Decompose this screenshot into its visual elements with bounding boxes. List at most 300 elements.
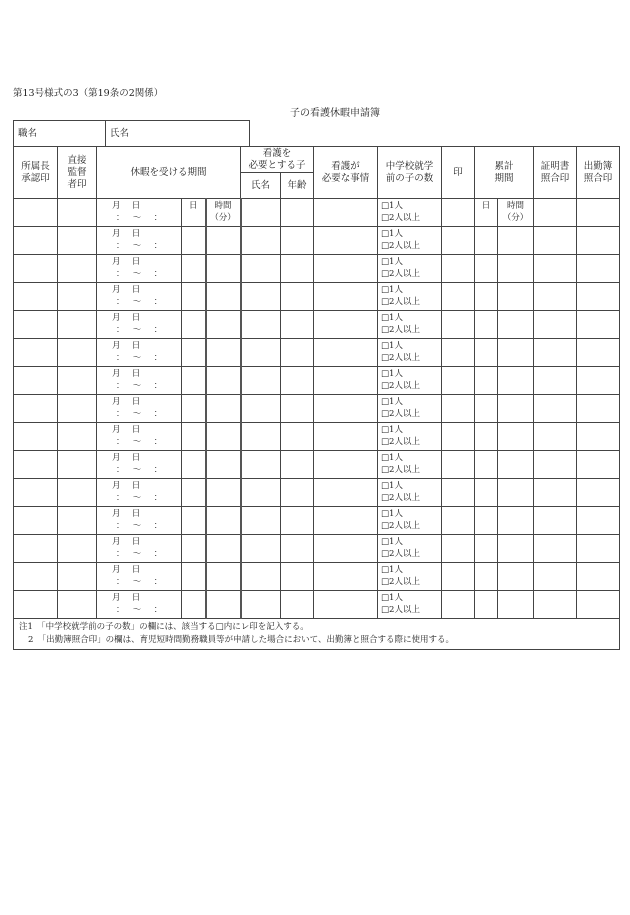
time-range-text: ： ～ ： [116, 325, 165, 335]
certificate-seal-cell[interactable] [534, 563, 577, 591]
seal-cell[interactable] [442, 535, 475, 563]
cumulative-days-cell[interactable] [475, 423, 498, 451]
child-name-cell[interactable] [241, 283, 281, 311]
cumulative-hours-cell[interactable] [498, 479, 534, 507]
checkbox-two-plus-children[interactable]: □2人以上 [381, 241, 420, 251]
supervisor-seal-cell[interactable] [58, 339, 97, 367]
seal-cell[interactable] [442, 283, 475, 311]
month-day-text: 月 日 [112, 201, 141, 211]
cumulative-hours-cell[interactable] [498, 227, 534, 255]
certificate-seal-cell[interactable] [534, 591, 577, 619]
child-age-cell[interactable] [281, 479, 314, 507]
seal-cell[interactable] [442, 563, 475, 591]
cumulative-hours-cell[interactable] [498, 395, 534, 423]
director-approval-cell[interactable] [14, 451, 58, 479]
table-row [14, 199, 620, 227]
supervisor-seal-cell[interactable] [58, 563, 97, 591]
seal-cell[interactable] [442, 311, 475, 339]
seal-cell[interactable] [442, 479, 475, 507]
supervisor-seal-cell[interactable] [58, 227, 97, 255]
child-age-cell[interactable] [281, 367, 314, 395]
child-age-cell[interactable] [281, 563, 314, 591]
attendance-seal-cell[interactable] [577, 423, 620, 451]
job-title-field[interactable] [14, 121, 106, 147]
notes [14, 619, 620, 650]
care-reason-cell[interactable] [314, 591, 378, 619]
leave-date-cell[interactable] [97, 283, 182, 311]
checkbox-one-child[interactable]: □1人 [381, 565, 403, 575]
time-range-text: ： ～ ： [116, 269, 165, 279]
child-name-cell[interactable] [241, 591, 281, 619]
header-care-reason: 看護が 必要な事情 [314, 147, 378, 199]
care-reason-cell[interactable] [314, 535, 378, 563]
attendance-seal-cell[interactable] [577, 479, 620, 507]
checkbox-two-plus-children[interactable]: □2人以上 [381, 549, 420, 559]
child-age-cell[interactable] [281, 507, 314, 535]
preschool-children-cell [378, 591, 442, 619]
child-age-cell[interactable] [281, 451, 314, 479]
leave-date-cell[interactable] [97, 367, 182, 395]
attendance-seal-cell[interactable] [577, 535, 620, 563]
preschool-children-cell [378, 423, 442, 451]
leave-days-cell[interactable] [182, 255, 206, 283]
child-age-cell[interactable] [281, 255, 314, 283]
header-leave-period: 休暇を受ける期間 [97, 147, 241, 199]
checkbox-two-plus-children[interactable]: □2人以上 [381, 577, 420, 587]
supervisor-seal-cell[interactable] [58, 283, 97, 311]
header-preschool-children: 中学校就学 前の子の数 [378, 147, 442, 199]
time-range-text: ： ～ ： [116, 213, 165, 223]
checkbox-two-plus-children[interactable]: □2人以上 [381, 381, 420, 391]
leave-days-cell[interactable] [182, 367, 206, 395]
child-age-cell[interactable] [281, 311, 314, 339]
leave-hours-cell[interactable] [206, 255, 241, 283]
director-approval-cell[interactable] [14, 227, 58, 255]
month-day-text: 月 日 [112, 285, 141, 295]
leave-hours-cell[interactable] [206, 339, 241, 367]
table-row [14, 479, 620, 507]
checkbox-two-plus-children[interactable]: □2人以上 [381, 297, 420, 307]
day-label: 日 [188, 201, 198, 211]
seal-cell[interactable] [442, 451, 475, 479]
director-approval-cell[interactable] [14, 423, 58, 451]
cumulative-hours-cell[interactable] [498, 283, 534, 311]
checkbox-two-plus-children[interactable]: □2人以上 [381, 325, 420, 335]
checkbox-one-child[interactable]: □1人 [381, 369, 403, 379]
supervisor-seal-cell[interactable] [58, 591, 97, 619]
leave-date-cell[interactable] [97, 479, 182, 507]
leave-days-cell[interactable] [182, 451, 206, 479]
cumulative-hours-cell[interactable] [498, 311, 534, 339]
month-day-text: 月 日 [112, 425, 141, 435]
checkbox-one-child[interactable]: □1人 [381, 201, 403, 211]
leave-hours-cell[interactable] [206, 591, 241, 619]
director-approval-cell[interactable] [14, 199, 58, 227]
cumulative-days-cell[interactable] [475, 535, 498, 563]
checkbox-two-plus-children[interactable]: □2人以上 [381, 521, 420, 531]
certificate-seal-cell[interactable] [534, 451, 577, 479]
leave-application-table [13, 146, 620, 650]
checkbox-two-plus-children[interactable]: □2人以上 [381, 493, 420, 503]
leave-date-cell[interactable] [97, 199, 182, 227]
leave-days-cell[interactable] [182, 395, 206, 423]
care-reason-cell[interactable] [314, 311, 378, 339]
leave-days-cell[interactable] [182, 563, 206, 591]
attendance-seal-cell[interactable] [577, 367, 620, 395]
seal-cell[interactable] [442, 591, 475, 619]
month-day-text: 月 日 [112, 565, 141, 575]
leave-hours-cell[interactable] [206, 227, 241, 255]
table-row [14, 395, 620, 423]
cumulative-hours-cell[interactable] [498, 255, 534, 283]
child-age-cell[interactable] [281, 535, 314, 563]
supervisor-seal-cell[interactable] [58, 395, 97, 423]
cumulative-hours-cell[interactable] [498, 451, 534, 479]
checkbox-one-child[interactable]: □1人 [381, 509, 403, 519]
certificate-seal-cell[interactable] [534, 423, 577, 451]
header-seal: 印 [442, 147, 475, 199]
seal-cell[interactable] [442, 423, 475, 451]
attendance-seal-cell[interactable] [577, 227, 620, 255]
header-director-approval: 所属長 承認印 [14, 147, 58, 199]
certificate-seal-cell[interactable] [534, 283, 577, 311]
leave-date-cell[interactable] [97, 395, 182, 423]
leave-hours-cell[interactable] [206, 311, 241, 339]
child-name-cell[interactable] [241, 227, 281, 255]
attendance-seal-cell[interactable] [577, 283, 620, 311]
care-reason-cell[interactable] [314, 255, 378, 283]
certificate-seal-cell[interactable] [534, 535, 577, 563]
table-row [14, 507, 620, 535]
cumulative-hours-cell[interactable] [498, 535, 534, 563]
child-age-cell[interactable] [281, 199, 314, 227]
checkbox-two-plus-children[interactable]: □2人以上 [381, 213, 420, 223]
leave-days-cell[interactable] [182, 283, 206, 311]
month-day-text: 月 日 [112, 229, 141, 239]
cumulative-hours-cell[interactable] [498, 367, 534, 395]
child-name-cell[interactable] [241, 367, 281, 395]
seal-cell[interactable] [442, 339, 475, 367]
leave-date-cell[interactable] [97, 227, 182, 255]
child-name-cell[interactable] [241, 423, 281, 451]
checkbox-two-plus-children[interactable]: □2人以上 [381, 269, 420, 279]
leave-days-cell[interactable] [182, 199, 206, 227]
hours-label: 時間 [214, 201, 232, 211]
checkbox-two-plus-children[interactable]: □2人以上 [381, 437, 420, 447]
child-name-cell[interactable] [241, 451, 281, 479]
checkbox-one-child[interactable]: □1人 [381, 341, 403, 351]
child-name-cell[interactable] [241, 311, 281, 339]
care-reason-cell[interactable] [314, 423, 378, 451]
leave-hours-cell[interactable] [206, 507, 241, 535]
checkbox-one-child[interactable]: □1人 [381, 481, 403, 491]
cumulative-days-cell[interactable] [475, 563, 498, 591]
child-age-cell[interactable] [281, 339, 314, 367]
header-direct-supervisor: 直接 監督 者印 [58, 147, 97, 199]
seal-cell[interactable] [442, 227, 475, 255]
supervisor-seal-cell[interactable] [58, 255, 97, 283]
checkbox-one-child[interactable]: □1人 [381, 229, 403, 239]
checkbox-one-child[interactable]: □1人 [381, 285, 403, 295]
preschool-children-cell [378, 199, 442, 227]
leave-hours-cell[interactable] [206, 563, 241, 591]
director-approval-cell[interactable] [14, 591, 58, 619]
leave-date-cell[interactable] [97, 563, 182, 591]
attendance-seal-cell[interactable] [577, 507, 620, 535]
supervisor-seal-cell[interactable] [58, 311, 97, 339]
preschool-children-cell [378, 367, 442, 395]
attendance-seal-cell[interactable] [577, 311, 620, 339]
time-range-text: ： ～ ： [116, 353, 165, 363]
child-age-cell[interactable] [281, 423, 314, 451]
checkbox-one-child[interactable]: □1人 [381, 425, 403, 435]
cumulative-days-cell[interactable] [475, 479, 498, 507]
certificate-seal-cell[interactable] [534, 367, 577, 395]
seal-cell[interactable] [442, 395, 475, 423]
cumulative-days-cell[interactable] [475, 367, 498, 395]
child-age-cell[interactable] [281, 591, 314, 619]
day-label: 日 [481, 201, 491, 211]
month-day-text: 月 日 [112, 537, 141, 547]
leave-hours-cell[interactable] [206, 367, 241, 395]
director-approval-cell[interactable] [14, 563, 58, 591]
director-approval-cell[interactable] [14, 255, 58, 283]
seal-cell[interactable] [442, 367, 475, 395]
hours-label: 時間 [506, 201, 524, 211]
time-range-text: ： ～ ： [116, 297, 165, 307]
checkbox-two-plus-children[interactable]: □2人以上 [381, 353, 420, 363]
time-range-text: ： ～ ： [116, 381, 165, 391]
preschool-children-cell [378, 563, 442, 591]
leave-hours-cell[interactable] [206, 423, 241, 451]
child-name-cell[interactable] [241, 199, 281, 227]
cumulative-days-cell[interactable] [475, 311, 498, 339]
seal-cell[interactable] [442, 199, 475, 227]
checkbox-one-child[interactable]: □1人 [381, 397, 403, 407]
leave-hours-cell[interactable] [206, 451, 241, 479]
minutes-label: （分） [210, 213, 236, 223]
cumulative-hours-cell[interactable] [498, 591, 534, 619]
table-row [14, 451, 620, 479]
header-cumulative-period: 累計 期間 [475, 147, 534, 199]
leave-hours-cell[interactable] [206, 283, 241, 311]
leave-hours-cell[interactable] [206, 199, 241, 227]
header-attendance-seal: 出勤簿 照合印 [577, 147, 620, 199]
note-1: 注1 「中学校就学前の子の数」の欄には、該当する□内にレ印を記入する。 [19, 622, 309, 632]
cumulative-hours-cell[interactable] [498, 199, 534, 227]
attendance-seal-cell[interactable] [577, 255, 620, 283]
time-range-text: ： ～ ： [116, 493, 165, 503]
director-approval-cell[interactable] [14, 535, 58, 563]
attendance-seal-cell[interactable] [577, 451, 620, 479]
cumulative-days-cell[interactable] [475, 451, 498, 479]
care-reason-cell[interactable] [314, 199, 378, 227]
director-approval-cell[interactable] [14, 395, 58, 423]
cumulative-days-cell[interactable] [475, 395, 498, 423]
cumulative-days-cell[interactable] [475, 283, 498, 311]
supervisor-seal-cell[interactable] [58, 507, 97, 535]
leave-date-cell[interactable] [97, 591, 182, 619]
time-range-text: ： ～ ： [116, 437, 165, 447]
leave-days-cell[interactable] [182, 507, 206, 535]
attendance-seal-cell[interactable] [577, 591, 620, 619]
preschool-children-cell [378, 535, 442, 563]
time-range-text: ： ～ ： [116, 521, 165, 531]
attendance-seal-cell[interactable] [577, 199, 620, 227]
time-range-text: ： ～ ： [116, 605, 165, 615]
leave-hours-cell[interactable] [206, 479, 241, 507]
seal-cell[interactable] [442, 255, 475, 283]
preschool-children-cell [378, 227, 442, 255]
leave-days-cell[interactable] [182, 535, 206, 563]
leave-date-cell[interactable] [97, 311, 182, 339]
checkbox-two-plus-children[interactable]: □2人以上 [381, 605, 420, 615]
time-range-text: ： ～ ： [116, 465, 165, 475]
leave-days-cell[interactable] [182, 339, 206, 367]
director-approval-cell[interactable] [14, 479, 58, 507]
table-row [14, 535, 620, 563]
header-child-age: 年齢 [281, 173, 314, 199]
checkbox-two-plus-children[interactable]: □2人以上 [381, 465, 420, 475]
cumulative-hours-cell[interactable] [498, 507, 534, 535]
child-name-cell[interactable] [241, 479, 281, 507]
leave-date-cell[interactable] [97, 339, 182, 367]
minutes-label: （分） [502, 213, 529, 223]
checkbox-one-child[interactable]: □1人 [381, 313, 403, 323]
leave-days-cell[interactable] [182, 227, 206, 255]
name-field[interactable] [106, 121, 250, 147]
cumulative-hours-cell[interactable] [498, 563, 534, 591]
name-label: 氏名 [110, 127, 130, 139]
care-reason-cell[interactable] [314, 479, 378, 507]
checkbox-one-child[interactable]: □1人 [381, 537, 403, 547]
supervisor-seal-cell[interactable] [58, 535, 97, 563]
preschool-children-cell [378, 395, 442, 423]
care-reason-cell[interactable] [314, 451, 378, 479]
cumulative-days-cell[interactable] [475, 339, 498, 367]
cumulative-days-cell[interactable] [475, 199, 498, 227]
cumulative-days-cell[interactable] [475, 255, 498, 283]
leave-date-cell[interactable] [97, 255, 182, 283]
table-row [14, 563, 620, 591]
certificate-seal-cell[interactable] [534, 507, 577, 535]
table-row [14, 367, 620, 395]
child-age-cell[interactable] [281, 227, 314, 255]
child-name-cell[interactable] [241, 339, 281, 367]
time-range-text: ： ～ ： [116, 549, 165, 559]
supervisor-seal-cell[interactable] [58, 423, 97, 451]
cumulative-days-cell[interactable] [475, 227, 498, 255]
care-reason-cell[interactable] [314, 395, 378, 423]
leave-hours-cell[interactable] [206, 395, 241, 423]
job-title-label: 職名 [18, 127, 38, 139]
table-row [14, 339, 620, 367]
month-day-text: 月 日 [112, 593, 141, 603]
header-child-needing-care: 看護を 必要とする子 [241, 147, 314, 173]
certificate-seal-cell[interactable] [534, 255, 577, 283]
care-reason-cell[interactable] [314, 339, 378, 367]
supervisor-seal-cell[interactable] [58, 199, 97, 227]
checkbox-two-plus-children[interactable]: □2人以上 [381, 409, 420, 419]
preschool-children-cell [378, 311, 442, 339]
child-name-cell[interactable] [241, 507, 281, 535]
leave-days-cell[interactable] [182, 311, 206, 339]
child-name-cell[interactable] [241, 563, 281, 591]
care-reason-cell[interactable] [314, 563, 378, 591]
supervisor-seal-cell[interactable] [58, 451, 97, 479]
leave-days-cell[interactable] [182, 423, 206, 451]
child-name-cell[interactable] [241, 395, 281, 423]
supervisor-seal-cell[interactable] [58, 479, 97, 507]
child-name-cell[interactable] [241, 535, 281, 563]
care-reason-cell[interactable] [314, 367, 378, 395]
director-approval-cell[interactable] [14, 283, 58, 311]
child-age-cell[interactable] [281, 395, 314, 423]
certificate-seal-cell[interactable] [534, 339, 577, 367]
director-approval-cell[interactable] [14, 311, 58, 339]
leave-date-cell[interactable] [97, 423, 182, 451]
cumulative-days-cell[interactable] [475, 507, 498, 535]
director-approval-cell[interactable] [14, 507, 58, 535]
time-range-text: ： ～ ： [116, 241, 165, 251]
seal-cell[interactable] [442, 507, 475, 535]
leave-days-cell[interactable] [182, 479, 206, 507]
table-row [14, 423, 620, 451]
director-approval-cell[interactable] [14, 339, 58, 367]
month-day-text: 月 日 [112, 453, 141, 463]
leave-date-cell[interactable] [97, 451, 182, 479]
care-reason-cell[interactable] [314, 283, 378, 311]
leave-date-cell[interactable] [97, 507, 182, 535]
time-range-text: ： ～ ： [116, 409, 165, 419]
certificate-seal-cell[interactable] [534, 227, 577, 255]
month-day-text: 月 日 [112, 509, 141, 519]
table-row [14, 255, 620, 283]
leave-date-cell[interactable] [97, 535, 182, 563]
certificate-seal-cell[interactable] [534, 311, 577, 339]
attendance-seal-cell[interactable] [577, 563, 620, 591]
document-title: 子の看護休暇申請簿 [290, 108, 380, 119]
care-reason-cell[interactable] [314, 507, 378, 535]
child-name-cell[interactable] [241, 255, 281, 283]
director-approval-cell[interactable] [14, 367, 58, 395]
certificate-seal-cell[interactable] [534, 395, 577, 423]
certificate-seal-cell[interactable] [534, 199, 577, 227]
care-reason-cell[interactable] [314, 227, 378, 255]
month-day-text: 月 日 [112, 369, 141, 379]
attendance-seal-cell[interactable] [577, 395, 620, 423]
child-age-cell[interactable] [281, 283, 314, 311]
checkbox-one-child[interactable]: □1人 [381, 257, 403, 267]
month-day-text: 月 日 [112, 481, 141, 491]
preschool-children-cell [378, 507, 442, 535]
leave-days-cell[interactable] [182, 591, 206, 619]
leave-hours-cell[interactable] [206, 535, 241, 563]
checkbox-one-child[interactable]: □1人 [381, 593, 403, 603]
table-row [14, 283, 620, 311]
preschool-children-cell [378, 283, 442, 311]
attendance-seal-cell[interactable] [577, 339, 620, 367]
checkbox-one-child[interactable]: □1人 [381, 453, 403, 463]
supervisor-seal-cell[interactable] [58, 367, 97, 395]
cumulative-days-cell[interactable] [475, 591, 498, 619]
month-day-text: 月 日 [112, 257, 141, 267]
month-day-text: 月 日 [112, 341, 141, 351]
cumulative-hours-cell[interactable] [498, 423, 534, 451]
note-2: 2 「出勤簿照合印」の欄は、育児短時間勤務職員等が申請した場合において、出勤簿と照合する際に使用する。 [28, 635, 454, 645]
cumulative-hours-cell[interactable] [498, 339, 534, 367]
certificate-seal-cell[interactable] [534, 479, 577, 507]
